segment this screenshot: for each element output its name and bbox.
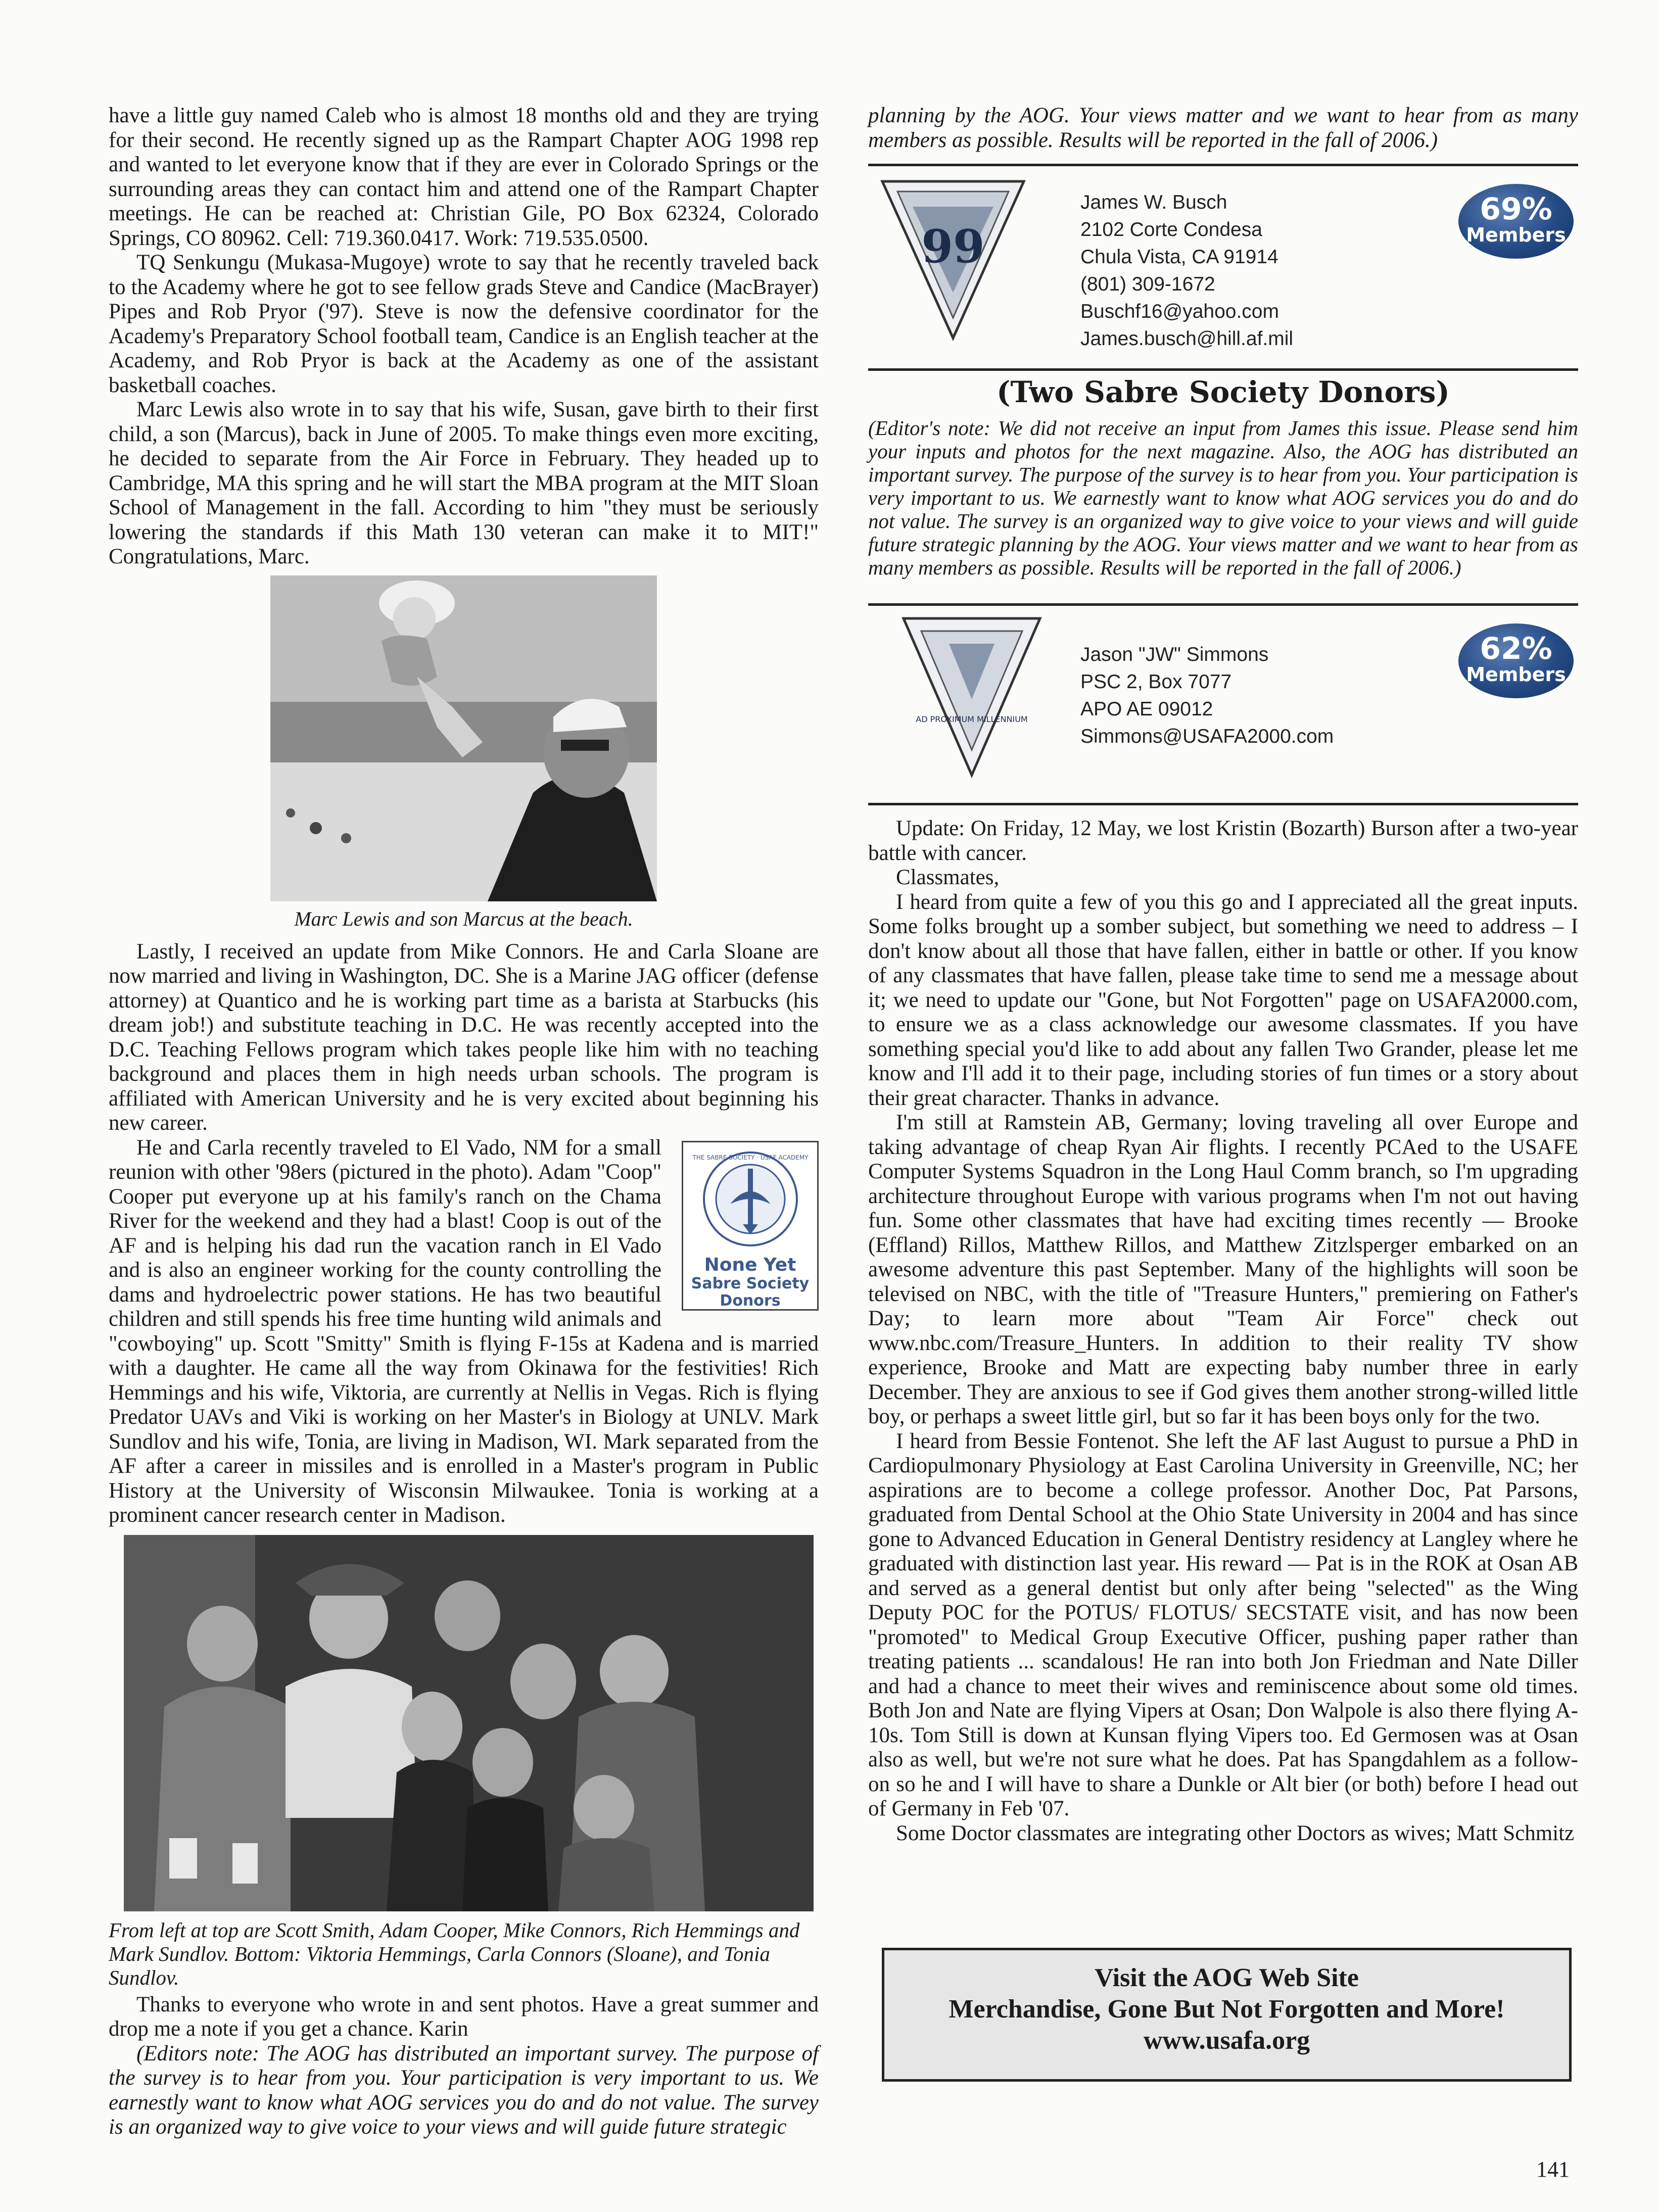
sabre-society-seal-icon — [692, 1148, 809, 1249]
editor-note-2: (Editor's note: We did not receive an input from James this issue. Please send him your inputs and photos for the next magazine. Also, the AOG has distributed an important survey. The purpose of the survey is to hear from you. Your participation is very important to us. We earnestly want to know what AOG services you do and do not value. The survey is an organized way to give voice to your views and will guide future strategic planning by the AOG. Your views matter and we want to hear from as many members as possible. Results will be reported in the fall of 2006.) — [868, 416, 1578, 579]
sabre-line2: Sabre Society — [691, 1275, 810, 1292]
aog-line1: Visit the AOG Web Site — [1095, 1963, 1359, 1992]
class-2000-membership-badge — [1458, 623, 1574, 698]
right-column — [868, 104, 1578, 1846]
contact-address1: 2102 Corte Condesa — [1080, 219, 1262, 241]
beach-photo — [270, 575, 657, 901]
badge-label: Members — [1466, 224, 1566, 246]
class-1999-membership-badge — [1458, 184, 1574, 259]
class-1999-box — [868, 166, 1578, 368]
beach-photo-scene — [270, 575, 657, 901]
contact-name: James W. Busch — [1080, 191, 1227, 213]
aog-line2: Merchandise, Gone But Not Forgotten and More! — [949, 1995, 1505, 2024]
aog-url-link[interactable]: www.usafa.org — [1143, 2026, 1310, 2055]
beach-photo-caption: Marc Lewis and son Marcus at the beach. — [294, 907, 633, 930]
divider-2 — [868, 368, 1578, 371]
paragraph-reunion: He and Carla recently traveled to El Vado, NM for a small reunion with other '98ers (pictured in the photo). Adam "Coop" Cooper put everyone up at his family's ranch on the Chama River for the weekend and they had a blast! Coop is out of the AF and is helping his dad run the vacation ranch in El Vado and is also an engineer working for the county controlling the dams and hydroelectric power stations. He has two beautiful children and still spends his free time hunting wild animals and "cowboying" up. Scott "Smitty" Smith is flying F-15s at Kadena and is married with a daughter. He came all the way from Okinawa for the festivities! Rich Hemmings and his wife, Viktoria, are currently at Nellis in Vegas. Rich is flying Predator UAVs and Viki is working on her Master's in Biology at UNLV. Mark Sundlov and his wife, Tonia, are living in Madison, WI. Mark separated from the AF after a career in missiles and is enrolled in a Master's program in Public History at the University of Wisconsin Milwaukee. Tonia is working at a prominent cancer research center in Madison. — [109, 1135, 819, 1527]
intro-text — [109, 104, 819, 569]
contact-email: Simmons@USAFA2000.com — [1080, 726, 1334, 747]
crest-2000-text: AD PROXIMUM MILLENNIUM — [916, 714, 1028, 724]
class-2000-crest-icon — [898, 613, 1045, 780]
sabre-society-heading: (Two Sabre Society Donors) — [997, 375, 1450, 409]
reunion-photo-caption: From left at top are Scott Smith, Adam Cooper, Mike Connors, Rich Hemmings and Mark Sundlov. Bottom: Viktoria Hemmings, Carla Connors (Sloane), and Tonia Sundlov. — [109, 1918, 800, 1989]
editor-note-start: (Editors note: The AOG has distributed an important survey. The purpose of the survey is to hear from you. Your participation is very important to us. We earnestly want to know what AOG services you do and do not value. The survey is an organized way to give voice to your views and will guide future strategic — [109, 2041, 819, 2139]
reunion-photo-scene — [124, 1535, 814, 1911]
divider-4 — [868, 803, 1578, 805]
paragraph-greeting: Classmates, — [896, 865, 1000, 889]
left-column — [109, 104, 819, 2140]
paragraph-fallen: I heard from quite a few of you this go and I appreciated all the great inputs. Some folks brought up a somber subject, but something we need to address – I don't know about all those that have fallen, either in battle or other. If you know of any classmates that have fallen, please take time to send me a message about it; we need to update our "Gone, but Not Forgotten" page on USAFA2000.com, to ensure we as a class acknowledge our awesome classmates. If you have something special you'd like to add about any fallen Two Grander, please let me know and I'll add it to their page, including stories of fun times or a story about their great character. Thanks in advance. — [868, 890, 1578, 1110]
class-2000-news — [868, 816, 1578, 1846]
class-1999-contact — [1080, 189, 1293, 353]
aog-website-box[interactable] — [882, 1948, 1572, 2082]
sabre-line3: Donors — [720, 1292, 781, 1310]
paragraph-doctors: I heard from Bessie Fontenot. She left the AF last August to pursue a PhD in Cardiopulmonary Physiology at East Carolina University in Greenville, NC; her aspirations are to become a college professor. Another Doc, Pat Parsons, graduated from Dental School at the Ohio State University in 2004 and has since gone to Advanced Education in General Dentistry residency at Langley where he graduated with distinction last year. His reward — Pat is in the ROK at Osan AB and served as a general dentist but only after being "selected" as the Wing Deputy POC for the POTUS/ FLOTUS/ SECSTATE visit, and has now been "promoted" to Medical Group Executive Officer, pushing paper rather than treating patients ... scandalous! He ran into both Jon Friedman and Nate Diller and had a chance to meet their wives and reminiscence about some old times. Both Jon and Nate are flying Vipers at Osan; Don Walpole is also there flying A-10s. Tom Still is down at Kunsan flying Vipers too. Ed Germosen was at Osan also as well, but we're not sure what he does. Pat has Spangdahlem as a follow-on so he and I will have to share a Dunkle or Alt bier (or both) before I head out of Germany in Feb '07. — [868, 1429, 1578, 1820]
seal-text: THE SABRE SOCIETY · USAF ACADEMY — [692, 1153, 809, 1161]
class-2000-contact — [1080, 641, 1334, 750]
paragraph-connors: Lastly, I received an update from Mike Connors. He and Carla Sloane are now married and living in Washington, DC. She is a Marine JAG officer (defense attorney) at Quantico and he is working part time as a barista at Starbucks (his dream job!) and substitute teaching in D.C. He was recently accepted into the D.C. Teaching Fellows program which takes people like him with no teaching background and places them in high needs urban schools. The program is affiliated with American University and he is very excited about beginning his new career. — [109, 939, 819, 1135]
contact-email2: James.busch@hill.af.mil — [1080, 328, 1294, 350]
class-1999-crest-icon — [877, 176, 1029, 343]
paragraph-ramstein: I'm still at Ramstein AB, Germany; loving traveling all over Europe and taking advantage of cheap Ryan Air flights. I recently PCAed to the USAFE Computer Systems Squadron in the Long Haul Comm branch, so I'm upgrading architecture throughout Europe with various programs when I'm not out having fun. Some other classmates that have had exciting times recently — Brooke (Effland) Rillos, Matthew Rillos, and Matthew Zitzlsperger embarked on an awesome adventure this past September. Many of the highlights will soon be televised on NBC, with the title of "Treasure Hunters," premiering on Father's Day; to learn more about "Team Air Force" check out www.nbc.com/Treasure_Hunters. In addition to their reality TV show experience, Brooke and Matt are expecting baby number three in early December. They are anxious to see if God gives them another strong-willed little boy, or perhaps a sweet little girl, but so far it has been boys only for the two. — [868, 1111, 1578, 1428]
mid-text — [109, 940, 819, 1528]
sabre-none-yet: None Yet — [704, 1255, 796, 1275]
paragraph-lewis: Marc Lewis also wrote in to say that his wife, Susan, gave birth to their first child, a son (Marcus), back in June of 2005. To make things even more exciting, he decided to separate from the Air Force in February. They headed up to Cambridge, MA this spring and he will start the MBA program at the MIT Sloan School of Management in the fall. According to him "they must be seriously lowering the standards if this Math 130 veteran can make it to MIT!" Congratulations, Marc. — [109, 398, 819, 568]
contact-name: Jason "JW" Simmons — [1080, 644, 1269, 665]
sabre-society-box — [682, 1141, 819, 1311]
paragraph-thanks: Thanks to everyone who wrote in and sent photos. Have a great summer and drop me a note if you get a chance. Karin — [109, 1992, 819, 2041]
contact-address2: APO AE 09012 — [1080, 698, 1213, 720]
contact-email1: Buschf16@yahoo.com — [1080, 301, 1279, 322]
contact-phone: (801) 309-1672 — [1080, 273, 1215, 295]
contact-address2: Chula Vista, CA 91914 — [1080, 246, 1278, 268]
paragraph-update: Update: On Friday, 12 May, we lost Kristin (Bozarth) Burson after a two-year battle with cancer. — [868, 816, 1578, 865]
crest-99-text: 99 — [921, 220, 985, 273]
paragraph-schmitz: Some Doctor classmates are integrating other Doctors as wives; Matt Schmitz — [896, 1821, 1575, 1845]
class-2000-box — [868, 606, 1578, 803]
page-number: 141 — [1536, 2157, 1570, 2182]
badge-label: Members — [1466, 663, 1566, 686]
paragraph-senkungu: TQ Senkungu (Mukasa-Mugoye) wrote to say that he recently traveled back to the Academy where he got to see fellow grads Steve and Candice (MacBrayer) Pipes and Rob Pryor ('97). Steve is now the defensive coordinator for the Academy's Preparatory School football team, Candice is an English teacher at the Academy, and Rob Pryor is back at the Academy as one of the assistant basketball coaches. — [109, 251, 819, 397]
contact-address1: PSC 2, Box 7077 — [1080, 671, 1232, 693]
editor-note-end: planning by the AOG. Your views matter and we want to hear from as many members as possible. Results will be reported in the fall of 2006.) — [868, 104, 1578, 152]
reunion-photo — [124, 1535, 814, 1911]
paragraph-caleb: have a little guy named Caleb who is almost 18 months old and they are trying for their second. He recently signed up as the Rampart Chapter AOG 1998 rep and wanted to let everyone know that if they are ever in Colorado Springs or the surrounding areas they can contact him and attend one of the Rampart Chapter meetings. He can be reached at: Christian Gile, PO Box 62324, Colorado Springs, CO 80962. Cell: 719.360.0417. Work: 719.535.0500. — [109, 104, 819, 250]
badge-percent: 69% — [1480, 191, 1552, 227]
closing-text — [109, 1993, 819, 2140]
badge-percent: 62% — [1480, 631, 1552, 666]
